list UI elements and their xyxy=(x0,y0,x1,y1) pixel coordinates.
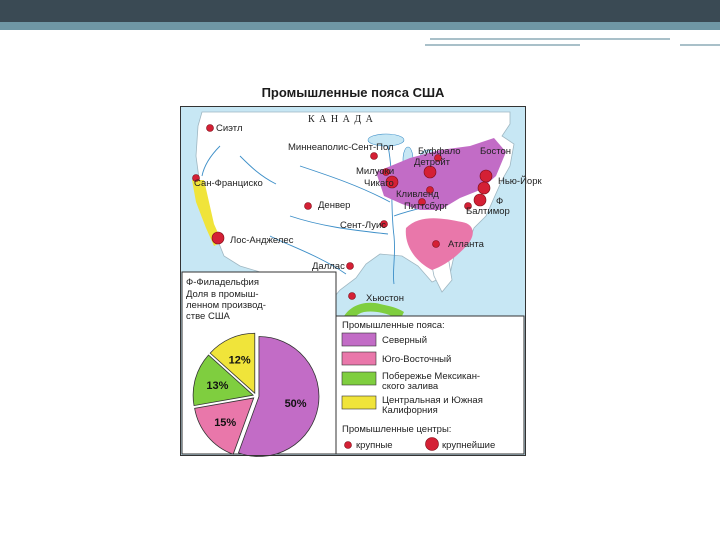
industrial-belts-figure xyxy=(180,80,542,456)
legend-large-center-label: крупные xyxy=(356,440,393,451)
city-label-seattle: Сиэтл xyxy=(216,123,243,134)
pie-slice-label: 15% xyxy=(214,416,237,429)
legend-largest-center-marker xyxy=(426,438,439,451)
city-label-cleveland: Кливленд xyxy=(396,189,439,200)
legend-label-gulf: ского залива xyxy=(382,381,439,392)
decorative-line xyxy=(680,44,720,46)
legend-belts-title: Промышленные пояса: xyxy=(342,320,445,331)
city-marker xyxy=(474,194,486,206)
abbrev-note: Ф-Филадельфия xyxy=(186,277,260,288)
city-label-houston: Хьюстон xyxy=(366,293,404,304)
city-label-new-york: Нью-Йорк xyxy=(498,176,542,187)
city-label-denver: Денвер xyxy=(318,200,351,211)
legend-swatch-northern xyxy=(342,333,376,346)
city-label-atlanta: Атланта xyxy=(448,239,484,250)
share-caption-line: ленном производ- xyxy=(186,300,266,311)
map-title: Промышленные пояса США xyxy=(261,85,445,100)
legend-label-southeastern: Юго-Восточный xyxy=(382,354,452,365)
city-marker xyxy=(478,182,490,194)
usa-map xyxy=(180,106,542,456)
city-label-san-francisco: Сан-Франциско xyxy=(194,178,263,189)
city-marker xyxy=(212,232,224,244)
city-label-baltimore: Балтимор xyxy=(466,206,510,217)
city-marker xyxy=(305,203,312,210)
city-label-dallas: Даллас xyxy=(312,261,345,272)
legend-swatch-california xyxy=(342,396,376,409)
legend-label-gulf: Побережье Мексикан- xyxy=(382,371,481,382)
decorative-line xyxy=(430,38,670,40)
legend-swatch-gulf xyxy=(342,372,376,385)
pie-slice-label: 13% xyxy=(206,379,229,392)
legend-swatch-southeastern xyxy=(342,352,376,365)
slide-top-bar xyxy=(0,0,720,22)
city-label-pittsburgh: Питтсбург xyxy=(404,201,449,212)
legend-label-northern: Северный xyxy=(382,335,428,346)
share-caption-line: стве США xyxy=(186,311,230,322)
city-marker xyxy=(433,241,440,248)
share-caption-line: Доля в промыш- xyxy=(186,289,259,300)
city-label-milwaukee: Милуоки xyxy=(356,166,395,177)
city-label-minneapolis: Миннеаполис-Сент-Пол xyxy=(288,142,394,153)
city-label-chicago: Чикаго xyxy=(364,178,394,189)
city-label-los-angeles: Лос-Анджелес xyxy=(230,235,294,246)
pie-slice-label: 50% xyxy=(284,397,307,410)
city-label-st-louis: Сент-Луис xyxy=(340,220,387,231)
city-label-philadelphia: Ф xyxy=(496,196,504,207)
legend-centers-title: Промышленные центры: xyxy=(342,424,452,435)
city-marker xyxy=(347,263,354,270)
city-label-detroit: Детройт xyxy=(414,157,450,168)
city-marker xyxy=(349,293,356,300)
city-marker xyxy=(371,153,378,160)
decorative-line xyxy=(425,44,580,46)
legend-largest-center-label: крупнейшие xyxy=(442,440,496,451)
canada-label: К А Н А Д А xyxy=(308,114,374,125)
city-marker xyxy=(480,170,492,182)
legend-large-center-marker xyxy=(345,442,352,449)
city-marker xyxy=(207,125,214,132)
city-label-buffalo: Буффало xyxy=(418,146,461,157)
legend-label-california: Калифорния xyxy=(382,405,438,416)
slide-top-accent xyxy=(0,22,720,30)
city-label-boston: Бостон xyxy=(480,146,512,157)
legend-label-california: Центральная и Южная xyxy=(382,395,483,406)
pie-slice-label: 12% xyxy=(228,354,251,367)
